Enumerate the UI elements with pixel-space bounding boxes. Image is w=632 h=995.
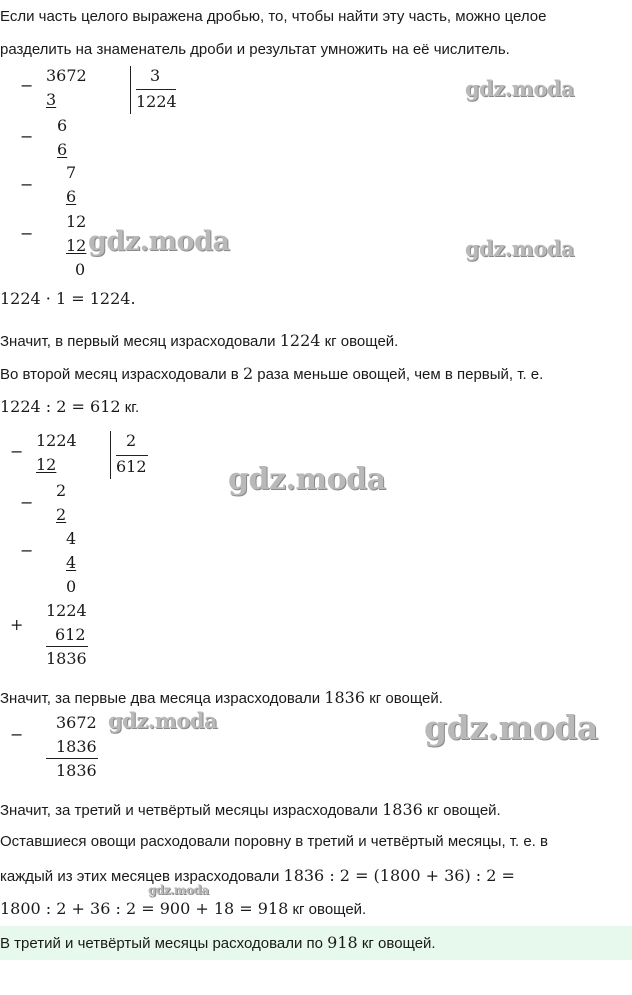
division-bar [136,89,176,90]
text-line [0,688,443,707]
subtrahend: 12 [36,455,57,474]
text: Значит, в первый месяц израсходовали [0,333,280,350]
watermark: gdz.moda [424,708,598,747]
number: 918 [327,933,358,952]
divisor: 2 [126,431,137,450]
final-remainder: 0 [66,577,77,596]
subtrahend: 12 [66,236,87,255]
remainder: 4 [66,529,77,548]
text-line [0,364,543,383]
plus-sign: + [10,615,24,634]
intro-line-2: разделить на знаменатель дроби и результат умножить на её числитель. [0,41,510,58]
text: Значит, за третий и четвёртый месяцы израсходовали [0,802,383,819]
expression: 1836 : 2 = (1800 + 36) : 2 = [283,866,515,885]
minus-sign: − [10,725,24,744]
subtrahend: 6 [57,140,68,159]
number: 1224 [279,331,321,350]
minus-sign: − [20,493,34,512]
text: кг. [120,399,140,416]
remainder: 7 [66,163,77,182]
minus-sign: − [20,127,34,146]
text: кг овощей. [357,935,436,952]
equation: 1224 · 1 = 1224. [0,289,136,308]
subtrahend: 1836 [56,737,97,756]
minus-sign: − [20,175,34,194]
watermark: gdz.moda [228,462,386,497]
subtrahend: 2 [56,505,67,524]
watermark: gdz.moda [108,708,218,733]
number: 1836 [324,688,366,707]
division-bar [116,455,148,456]
minus-sign: − [10,442,24,461]
quotient: 612 [116,457,147,476]
remainder: 2 [56,481,67,500]
minuend: 3672 [56,713,97,732]
text-line [0,866,515,885]
divisor: 3 [150,66,161,85]
quotient: 1224 [136,92,177,111]
minus-sign: − [20,76,34,95]
text: кг овощей. [365,690,443,707]
text-line [0,331,398,350]
expression: 1800 : 2 + 36 : 2 = 900 + 18 = 918 [0,899,289,918]
text: кг овощей. [320,333,399,350]
text-line: Оставшиеся овощи расходовали поровну в третий и четвёртый месяцы, т. е. в [0,833,548,850]
addend: 1224 [46,601,87,620]
expression: 1224 : 2 = 612 [0,397,121,416]
text-line [0,800,501,819]
text: каждый из этих месяцев израсходовали [0,868,284,885]
dividend: 3672 [46,66,87,85]
watermark: gdz.moda [88,226,230,257]
subtrahend: 6 [66,187,77,206]
remainder: 12 [66,212,87,231]
dividend: 1224 [36,431,77,450]
remainder: 6 [57,116,68,135]
difference: 1836 [56,761,97,780]
sum-line [46,646,88,647]
final-remainder: 0 [75,260,86,279]
watermark: gdz.moda [465,236,575,261]
sum: 1836 [46,649,87,668]
text: Значит, за первые два месяца израсходовали [0,690,325,707]
difference-line [46,758,98,759]
text: кг овощей. [288,901,367,918]
subtrahend: 4 [66,553,77,572]
watermark: gdz.moda [465,76,575,101]
answer-line [0,933,436,952]
text: раза меньше овощей, чем в первый, т. е. [253,366,544,383]
minus-sign: − [20,224,34,243]
subtrahend: 3 [46,90,57,109]
division-bracket [110,431,111,479]
text: Во второй месяц израсходовали в [0,366,243,383]
number: 1836 [382,800,423,819]
division-bracket [130,66,131,114]
addend: 612 [55,625,86,644]
intro-line-1: Если часть целого выражена дробью, то, чтобы найти эту часть, можно целое [0,8,547,25]
watermark: gdz.moda [148,883,209,897]
minus-sign: − [20,541,34,560]
text: кг овощей. [422,802,501,819]
text: В третий и четвёртый месяцы расходовали по [0,935,328,952]
text-line [0,899,366,918]
text-line [0,397,139,416]
number: 2 [242,364,254,383]
